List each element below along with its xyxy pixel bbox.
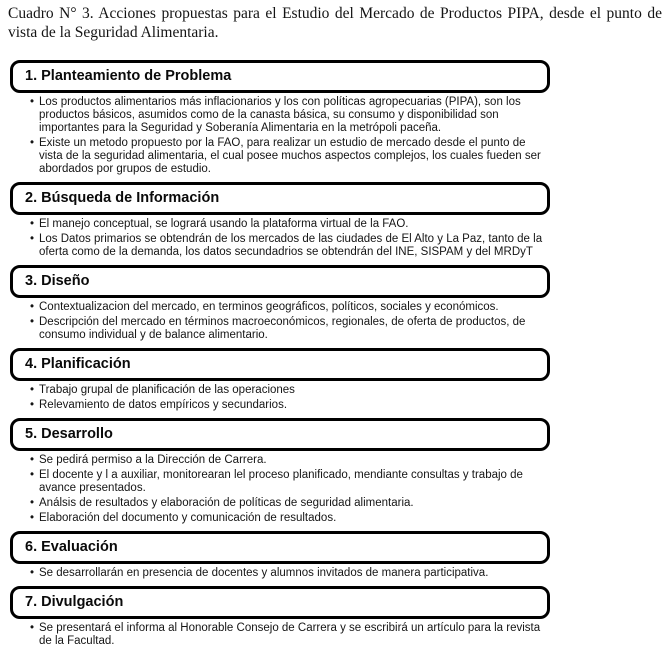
table-caption: Cuadro N° 3. Acciones propuestas para el Estudio del Mercado de Productos PIPA, desde el punto de vista de la Seguridad Alimentaria. (8, 5, 662, 41)
section-7-bullets (30, 622, 544, 648)
bullet-item: • Los Datos primarios se obtendrán de los mercados de las ciudades de El Alto y La Paz, tanto de la oferta como de la demanda, los datos secundadrios se obtendrán del INE, SISPAM y del MRDyT (30, 233, 544, 259)
bullet-item: • Análsis de resultados y elaboración de políticas de seguridad alimentaria. (30, 497, 544, 510)
section-4-bullets (30, 384, 544, 412)
section-5-header-box (10, 418, 550, 451)
section-4-title: 4. Planificación (25, 355, 131, 372)
section-6-title: 6. Evaluación (25, 538, 118, 555)
section-7-title: 7. Divulgación (25, 593, 124, 610)
bullet-item: • Contextualizacion del mercado, en terminos geográficos, políticos, sociales y económicos. (30, 301, 544, 314)
bullet-item: • Elaboración del documento y comunicación de resultados. (30, 512, 544, 525)
section-planificacion (10, 348, 664, 412)
bullet-item: • Existe un metodo propuesto por la FAO, para realizar un estudio de mercado desde el punto de vista de la seguridad alimentaria, el cual posee muchos aspectos complejos, los cuales fueden ser abordados por grupos de estudio. (30, 137, 544, 176)
section-busqueda-de-informacion (10, 182, 664, 259)
section-diseno (10, 265, 664, 342)
section-3-header-box (10, 265, 550, 298)
section-2-bullets (30, 218, 544, 259)
section-3-bullets (30, 301, 544, 342)
section-planteamiento-de-problema (10, 60, 664, 176)
section-6-bullets (30, 567, 544, 580)
section-7-header-box (10, 586, 550, 619)
section-3-title: 3. Diseño (25, 272, 90, 289)
steps-list (10, 60, 664, 648)
section-1-header-box (10, 60, 550, 93)
section-6-header-box (10, 531, 550, 564)
section-1-title: 1. Planteamiento de Problema (25, 67, 232, 84)
bullet-item: • El manejo conceptual, se logrará usando la plataforma virtual de la FAO. (30, 218, 544, 231)
bullet-item: • Se presentará el informa al Honorable Consejo de Carrera y se escribirá un artículo para la revista de la Facultad. (30, 622, 544, 648)
section-4-header-box (10, 348, 550, 381)
bullet-item: • Relevamiento de datos empíricos y secundarios. (30, 399, 544, 412)
section-2-header-box (10, 182, 550, 215)
section-divulgacion (10, 586, 664, 648)
section-1-bullets (30, 96, 544, 176)
section-evaluacion (10, 531, 664, 580)
bullet-item: • El docente y l a auxiliar, monitorearan lel proceso planificado, mendiante consultas y trabajo de avance presentados. (30, 469, 544, 495)
section-5-bullets (30, 454, 544, 525)
bullet-item: • Se desarrollarán en presencia de docentes y alumnos invitados de manera participativa. (30, 567, 544, 580)
section-2-title: 2. Búsqueda de Información (25, 189, 220, 206)
section-desarrollo (10, 418, 664, 525)
bullet-item: • Trabajo grupal de planificación de las operaciones (30, 384, 544, 397)
bullet-item: • Los productos alimentarios más inflacionarios y los con políticas agropecuarias (PIPA), son los productos básicos, asumidos como de la canasta básica, su consumo y disponibilidad son importantes para la Seguridad y Soberanía Alimentaria en la metrópoli paceña. (30, 96, 544, 135)
section-5-title: 5. Desarrollo (25, 425, 113, 442)
bullet-item: • Se pedirá permiso a la Dirección de Carrera. (30, 454, 544, 467)
bullet-item: • Descripción del mercado en términos macroeconómicos, regionales, de oferta de productos, de consumo individual y de balance alimentario. (30, 316, 544, 342)
